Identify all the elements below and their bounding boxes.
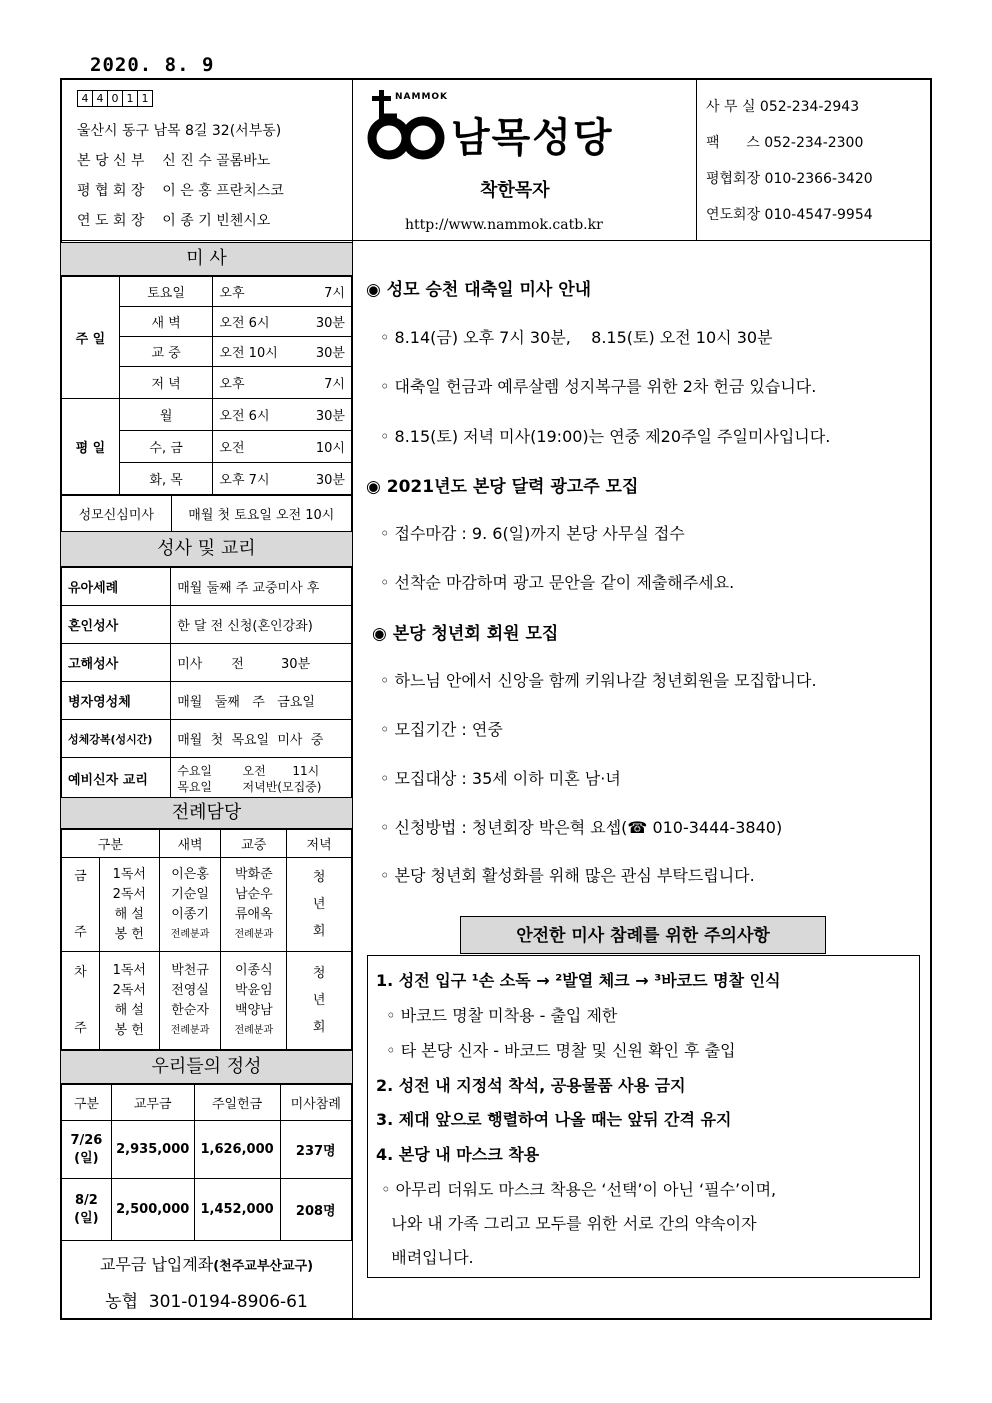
catechumen-line: 목요일 저녁반(모집중) (177, 779, 322, 794)
notice-item: ◦ 신청방법 : 청년회장 박은혁 요셉(☎ 010-3444-3840) (380, 818, 783, 837)
sacrament-name: 병자영성체 (62, 682, 171, 720)
mass-minute: 7시 (324, 377, 345, 392)
role: 2독서 (112, 886, 146, 902)
mass-day: 저 녁 (119, 367, 213, 399)
safety-line: 나와 내 가족 그리고 모두를 위한 서로 간의 약속이자 (376, 1214, 757, 1233)
mass-minute: 30분 (315, 316, 345, 331)
safety-line: 1. 성전 입구 ¹손 소독 → ²발열 체크 → ³바코드 명찰 인식 (376, 971, 781, 990)
sacrament-info: 매월 첫 목요일 미사 중 (171, 720, 352, 758)
liturgy-header: 저녁 (287, 830, 352, 858)
liturgy-roles (99, 858, 159, 952)
account-number: 농협 301-0194-8906-61 (105, 1292, 308, 1312)
mass-period: 오전 6시 (219, 409, 270, 424)
notice-heading-youth: ◉ 본당 청년회 회원 모집 (372, 624, 559, 644)
mass-period: 오후 (219, 286, 245, 301)
notice-item: ◦ 모집기간 : 연중 (380, 720, 503, 739)
sacrament-name: 혼인성사 (62, 606, 171, 644)
marian-label: 성모신심미사 (62, 496, 172, 532)
evening-assignees (287, 858, 352, 952)
liturgy-header-row (62, 830, 352, 858)
mass-title: 미 사 (61, 242, 352, 276)
header-divider (60, 240, 932, 241)
mass-period: 오후 (219, 377, 245, 392)
mass-day: 새 벽 (119, 307, 213, 337)
sacrament-info: 미사 전 30분 (171, 644, 352, 682)
contact-divider (696, 78, 697, 240)
role: 1독서 (112, 866, 146, 882)
liturgy-roles (99, 952, 159, 1050)
notice-item: ◦ 8.15(토) 저녁 미사(19:00)는 연중 제20주일 주일미사입니다. (380, 427, 831, 446)
mass-period: 오전 (219, 441, 245, 456)
mass-day: 화, 목 (119, 463, 213, 495)
role: 봉 헌 (114, 1022, 144, 1038)
assignee: 청 (312, 870, 326, 885)
offering-header: 교무금 (111, 1085, 194, 1121)
logo-small-text: NAMMOK (395, 92, 449, 102)
mass-time (213, 367, 352, 399)
account-label-line (61, 1252, 352, 1275)
offering-date (62, 1179, 112, 1241)
sunday-offering: 1,626,000 (194, 1121, 280, 1179)
dawn-assignees (159, 952, 221, 1050)
parish-name: 남목성당 (451, 115, 614, 161)
weekday-label: 평 일 (62, 399, 120, 495)
offering-date-weekday: (일) (74, 1150, 99, 1166)
mass-table (61, 276, 352, 495)
safety-line: ◦ 바코드 명찰 미착용 - 출입 제한 (376, 1006, 618, 1025)
council-phone: 평협회장 010-2366-3420 (706, 171, 873, 187)
assignee: 전영실 (171, 982, 209, 998)
mass-day: 교 중 (119, 337, 213, 367)
sacrament-row (62, 568, 352, 606)
offering-row (62, 1179, 352, 1241)
assignee: 전례분과 (234, 928, 274, 940)
catechumen-info (171, 758, 352, 800)
week-label (62, 952, 100, 1050)
offering-header: 미사참례 (280, 1085, 351, 1121)
tithe-amount: 2,500,000 (111, 1179, 194, 1241)
tithe-amount: 2,935,000 (111, 1121, 194, 1179)
liturgy-header: 교중 (221, 830, 287, 858)
sacraments-title: 성사 및 교리 (61, 531, 352, 567)
mass-period: 오전 6시 (219, 316, 270, 331)
catechumen-label: 예비신자 교리 (62, 758, 171, 800)
zip-digit: 4 (77, 90, 93, 107)
assignee: 전례분과 (170, 928, 210, 940)
role: 봉 헌 (114, 926, 144, 942)
marian-mass-table (61, 495, 352, 532)
role: 2독서 (112, 982, 146, 998)
mass-day: 수, 금 (119, 431, 213, 463)
notice-item: ◦ 8.14(금) 오후 7시 30분, 8.15(토) 오전 10시 30분 (380, 328, 773, 347)
sacrament-name: 성체강복(성시간) (62, 720, 171, 758)
notice-heading-calendar: ◉ 2021년도 본당 달력 광고주 모집 (366, 477, 639, 497)
sacrament-name: 유아세례 (62, 568, 171, 606)
offering-date-day: 8/2 (74, 1192, 98, 1208)
pastor: 본 당 신 부 신 진 수 골롬바노 (77, 153, 271, 169)
notice-item: ◦ 선착순 마감하며 광고 문안을 같이 제출해주세요. (380, 573, 735, 592)
offering-date-weekday: (일) (74, 1210, 99, 1226)
mass-row (62, 277, 352, 307)
week-label-bottom: 주 (74, 924, 87, 940)
marian-value: 매월 첫 토요일 오전 10시 (171, 496, 351, 532)
assignee: 전례분과 (170, 1024, 210, 1036)
evening-assignees (287, 952, 352, 1050)
safety-line: 2. 성전 내 지정석 착석, 공용물품 사용 금지 (376, 1076, 686, 1095)
assignee: 백양남 (234, 1002, 273, 1018)
assignee: 남순우 (234, 886, 273, 902)
mass-time (213, 337, 352, 367)
mass-time (213, 399, 352, 431)
catechumen-line: 수요일 오전 11시 (177, 763, 320, 778)
assignee: 회 (312, 1020, 326, 1035)
mass-day: 토요일 (119, 277, 213, 307)
sacrament-row (62, 758, 352, 800)
mass-time (213, 431, 352, 463)
notice-item: ◦ 접수마감 : 9. 6(일)까지 본당 사무실 접수 (380, 524, 685, 543)
assignee: 이은홍 (171, 866, 209, 882)
mass-minute: 7시 (324, 286, 345, 301)
safety-line: 4. 본당 내 마스크 착용 (376, 1145, 540, 1164)
main-assignees (221, 858, 287, 952)
role: 1독서 (112, 962, 146, 978)
offering-header: 구분 (62, 1085, 112, 1121)
sacrament-row (62, 606, 352, 644)
bulletin-date: 2020. 8. 9 (90, 54, 215, 76)
safety-title: 안전한 미사 참례를 위한 주의사항 (460, 916, 826, 954)
sacrament-info: 매월 둘째 주 교중미사 후 (171, 568, 352, 606)
yeondo-phone: 연도회장 010-4547-9954 (706, 207, 873, 223)
assignee: 한순자 (171, 1002, 209, 1018)
assignee: 년 (312, 897, 326, 912)
safety-line: ◦ 타 본당 신자 - 바코드 명찰 및 신원 확인 후 출입 (376, 1041, 736, 1060)
main-assignees (221, 952, 287, 1050)
week-label-top: 차 (74, 964, 87, 980)
safety-line: 3. 제대 앞으로 행렬하여 나올 때는 앞뒤 간격 유지 (376, 1110, 732, 1129)
assignee: 박천규 (171, 962, 209, 978)
assignee: 이종기 (171, 906, 209, 922)
sacrament-row (62, 682, 352, 720)
mass-time (213, 463, 352, 495)
column-divider (352, 78, 353, 1320)
zip-digit: 1 (122, 90, 138, 107)
attendance: 237명 (280, 1121, 351, 1179)
mass-row (62, 399, 352, 431)
mass-period: 오후 7시 (219, 473, 270, 488)
parish-url[interactable]: http://www.nammok.catb.kr (405, 217, 603, 233)
offering-date (62, 1121, 112, 1179)
liturgy-header: 구분 (62, 830, 160, 858)
liturgy-table (61, 829, 352, 1050)
mass-minute: 30분 (315, 409, 345, 424)
parish-logo (367, 86, 687, 166)
liturgy-week-row (62, 858, 352, 952)
office-phone: 사 무 실 052-234-2943 (706, 99, 860, 115)
assignee: 회 (312, 924, 326, 939)
assignee: 청 (312, 966, 326, 981)
attendance: 208명 (280, 1179, 351, 1241)
yeondo-president: 연 도 회 장 이 종 기 빈첸시오 (77, 213, 271, 229)
assignee: 박윤임 (234, 982, 273, 998)
council-president: 평 협 회 장 이 은 홍 프란치스코 (77, 183, 284, 199)
mass-time (213, 277, 352, 307)
assignee: 류애옥 (234, 906, 273, 922)
sunday-offering: 1,452,000 (194, 1179, 280, 1241)
notice-item: ◦ 대축일 헌금과 예루살렘 성지복구를 위한 2차 헌금 있습니다. (380, 377, 817, 396)
sacrament-info: 한 달 전 신청(혼인강좌) (171, 606, 352, 644)
role: 해 설 (114, 1002, 144, 1018)
assignee: 박화준 (234, 866, 273, 882)
notice-heading-assumption: ◉ 성모 승천 대축일 미사 안내 (366, 280, 592, 300)
assignee: 전례분과 (234, 1024, 274, 1036)
liturgy-title: 전례담당 (61, 797, 352, 829)
fax-number: 팩 스 052-234-2300 (706, 135, 864, 151)
sacrament-row (62, 720, 352, 758)
notice-item: ◦ 모집대상 : 35세 이하 미혼 남·녀 (380, 769, 621, 788)
sacrament-name: 고해성사 (62, 644, 171, 682)
mass-day: 월 (119, 399, 213, 431)
offering-title: 우리들의 정성 (61, 1050, 352, 1084)
offering-row (62, 1121, 352, 1179)
account-label: 교무금 납입계좌 (99, 1255, 214, 1274)
parish-motto: 착한목자 (480, 180, 550, 201)
dawn-assignees (159, 858, 221, 952)
offering-header-row (62, 1085, 352, 1121)
mass-minute: 30분 (315, 346, 345, 361)
offering-date-day: 7/26 (70, 1132, 103, 1148)
notice-item: ◦ 본당 청년회 활성화를 위해 많은 관심 부탁드립니다. (380, 866, 755, 885)
sacrament-info: 매월 둘째 주 금요일 (171, 682, 352, 720)
mass-minute: 30분 (315, 473, 345, 488)
address: 울산시 동구 남목 8길 32(서부동) (77, 123, 282, 139)
zip-digit: 1 (137, 90, 153, 107)
sunday-label: 주 일 (62, 277, 120, 399)
offering-header: 주일헌금 (194, 1085, 280, 1121)
week-label (62, 858, 100, 952)
assignee: 이종식 (234, 962, 273, 978)
zip-digit: 4 (92, 90, 108, 107)
assignee: 년 (312, 993, 326, 1008)
week-label-bottom: 주 (74, 1020, 87, 1036)
mass-minute: 10시 (315, 441, 345, 456)
mass-time (213, 307, 352, 337)
assignee: 기순일 (171, 886, 209, 902)
liturgy-header: 새벽 (159, 830, 221, 858)
sacrament-row (62, 644, 352, 682)
role: 해 설 (114, 906, 144, 922)
safety-line: 배려입니다. (376, 1248, 474, 1267)
zip-code (77, 90, 152, 107)
account-org: (천주교부산교구) (213, 1259, 314, 1274)
mass-period: 오전 10시 (219, 346, 278, 361)
liturgy-week-row (62, 952, 352, 1050)
offering-table (61, 1084, 352, 1241)
zip-digit: 0 (107, 90, 123, 107)
sacraments-table (61, 567, 352, 800)
safety-line: ◦ 아무리 더워도 마스크 착용은 ‘선택’이 아닌 ‘필수’이며, (376, 1180, 777, 1199)
week-label-top: 금 (74, 868, 87, 884)
notice-item: ◦ 하느님 안에서 신앙을 함께 키워나갈 청년회원을 모집합니다. (380, 671, 817, 690)
